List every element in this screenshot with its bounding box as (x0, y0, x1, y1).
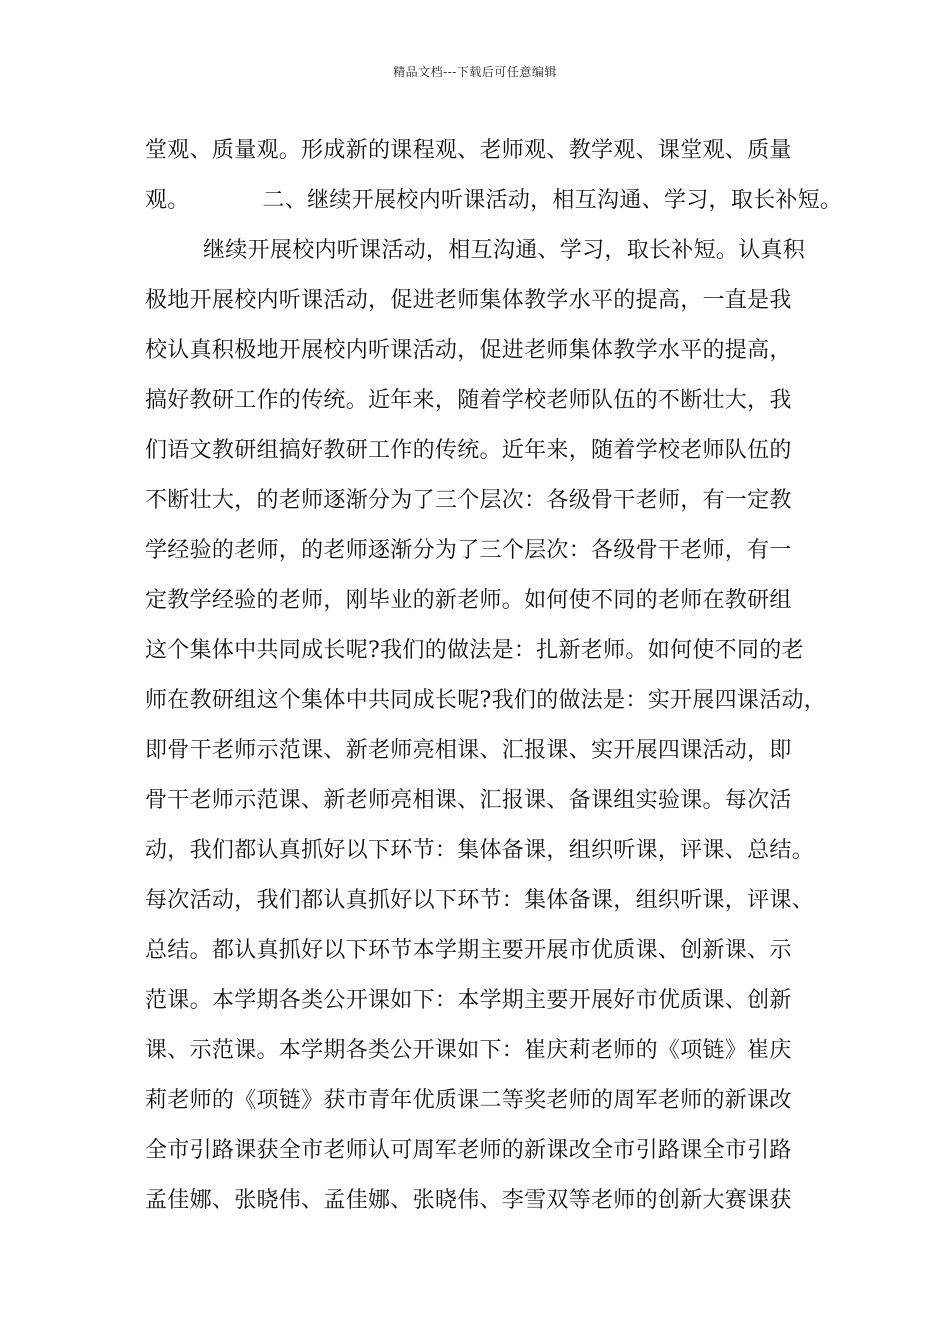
text-line: 观。 二、继续开展校内听课活动，相互沟通、学习，取长补短。 (145, 188, 843, 213)
text-line: 全市引路课获全市老师认可周军老师的新课改全市引路课全市引路 (145, 1138, 792, 1163)
text-line: 堂观、质量观。形成新的课程观、老师观、教学观、课堂观、质量 (145, 138, 792, 163)
text-line: 定教学经验的老师，刚毕业的新老师。如何使不同的老师在教研组 (145, 588, 792, 613)
text-line: 这个集体中共同成长呢?我们的做法是：扎新老师。如何使不同的老 (145, 638, 804, 663)
text-line: 极地开展校内听课活动，促进老师集体教学水平的提高，一直是我 (145, 288, 792, 313)
text-line: 每次活动，我们都认真抓好以下环节：集体备课，组织听课，评课、 (145, 888, 815, 913)
text-line: 骨干老师示范课、新老师亮相课、汇报课、备课组实验课。每次活 (145, 788, 792, 813)
text-line: 师在教研组这个集体中共同成长呢?我们的做法是：实开展四课活动， (145, 688, 827, 713)
text-line: 范课。本学期各类公开课如下：本学期主要开展好市优质课、创新 (145, 988, 792, 1013)
text-line: 课、示范课。本学期各类公开课如下：崔庆莉老师的《项链》崔庆 (145, 1038, 792, 1063)
document-body (145, 131, 843, 1231)
text-line: 们语文教研组搞好教研工作的传统。近年来，随着学校老师队伍的 (145, 438, 792, 463)
text-line: 搞好教研工作的传统。近年来，随着学校老师队伍的不断壮大，我 (145, 388, 792, 413)
text-line: 不断壮大，的老师逐渐分为了三个层次：各级骨干老师，有一定教 (145, 488, 792, 513)
text-line: 校认真积极地开展校内听课活动，促进老师集体教学水平的提高， (145, 338, 792, 363)
text-line: 学经验的老师，的老师逐渐分为了三个层次：各级骨干老师，有一 (145, 538, 792, 563)
text-line: 孟佳娜、张晓伟、孟佳娜、张晓伟、李雪双等老师的创新大赛课获 (145, 1188, 792, 1213)
paragraph-first-line: 继续开展校内听课活动，相互沟通、学习，取长补短。认真积 (203, 238, 806, 263)
page-header: 精品文档---下载后可任意编辑 (393, 65, 557, 79)
text-line: 莉老师的《项链》获市青年优质课二等奖老师的周军老师的新课改 (145, 1088, 792, 1113)
text-line: 总结。都认真抓好以下环节本学期主要开展市优质课、创新课、示 (145, 938, 792, 963)
text-line: 动，我们都认真抓好以下环节：集体备课，组织听课，评课、总结。 (145, 838, 815, 863)
text-line: 即骨干老师示范课、新老师亮相课、汇报课、实开展四课活动，即 (145, 738, 792, 763)
